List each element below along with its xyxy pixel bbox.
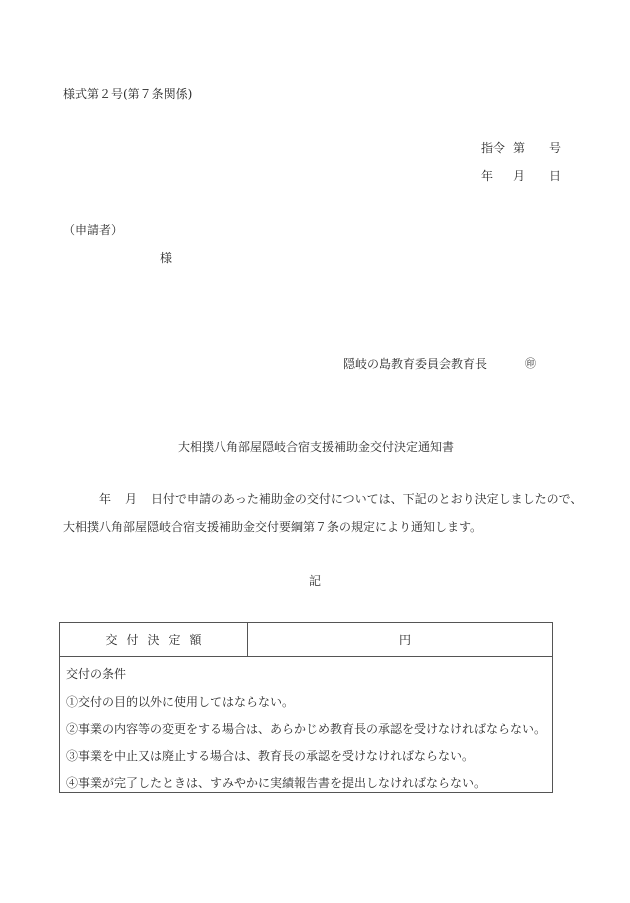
condition-item: ④事業が完了したときは、すみやかに実績報告書を提出しなければならない。 <box>66 776 487 790</box>
order-go: 号 <box>549 141 562 155</box>
grant-decision-table <box>59 622 553 793</box>
order-dai: 第 <box>513 141 526 155</box>
applicant-label: （申請者） <box>63 223 124 237</box>
grant-amount-value: 円 <box>398 633 411 647</box>
body-month: 月 <box>125 492 138 506</box>
date-day: 日 <box>549 169 562 183</box>
condition-item: ③事業を中止又は廃止する場合は、教育長の承認を受けなければならない。 <box>66 749 475 763</box>
order-number-line <box>481 139 561 156</box>
form-number: 様式第２号(第７条関係) <box>63 87 193 101</box>
grant-amount-row <box>60 623 552 657</box>
issuer-name: 隠岐の島教育委員会教育長 <box>343 357 488 371</box>
grant-amount-label: 交付決定額 <box>60 623 248 656</box>
body-year: 年 <box>99 492 112 506</box>
ki-heading: 記 <box>309 574 322 588</box>
body-paragraph-line-2: 大相撲八角部屋隠岐合宿支援補助金交付要綱第７条の規定により通知します。 <box>63 520 483 534</box>
document-title: 大相撲八角部屋隠岐合宿支援補助金交付決定通知書 <box>178 440 455 454</box>
applicant-honorific: 様 <box>160 251 173 265</box>
seal-icon: ㊞ <box>525 357 536 370</box>
date-year: 年 <box>481 169 494 183</box>
condition-item: ②事業の内容等の変更をする場合は、あらかじめ教育長の承認を受けなければならない。 <box>66 722 547 736</box>
condition-item: ①交付の目的以外に使用してはならない。 <box>66 695 295 709</box>
order-prefix: 指令 <box>481 141 506 155</box>
conditions-title: 交付の条件 <box>66 667 127 681</box>
body-paragraph-line-1 <box>63 490 582 507</box>
body-text: 日付で申請のあった補助金の交付については、下記のとおり決定しましたので、 <box>151 492 583 506</box>
date-month: 月 <box>513 169 526 183</box>
issue-date-line <box>481 167 561 184</box>
